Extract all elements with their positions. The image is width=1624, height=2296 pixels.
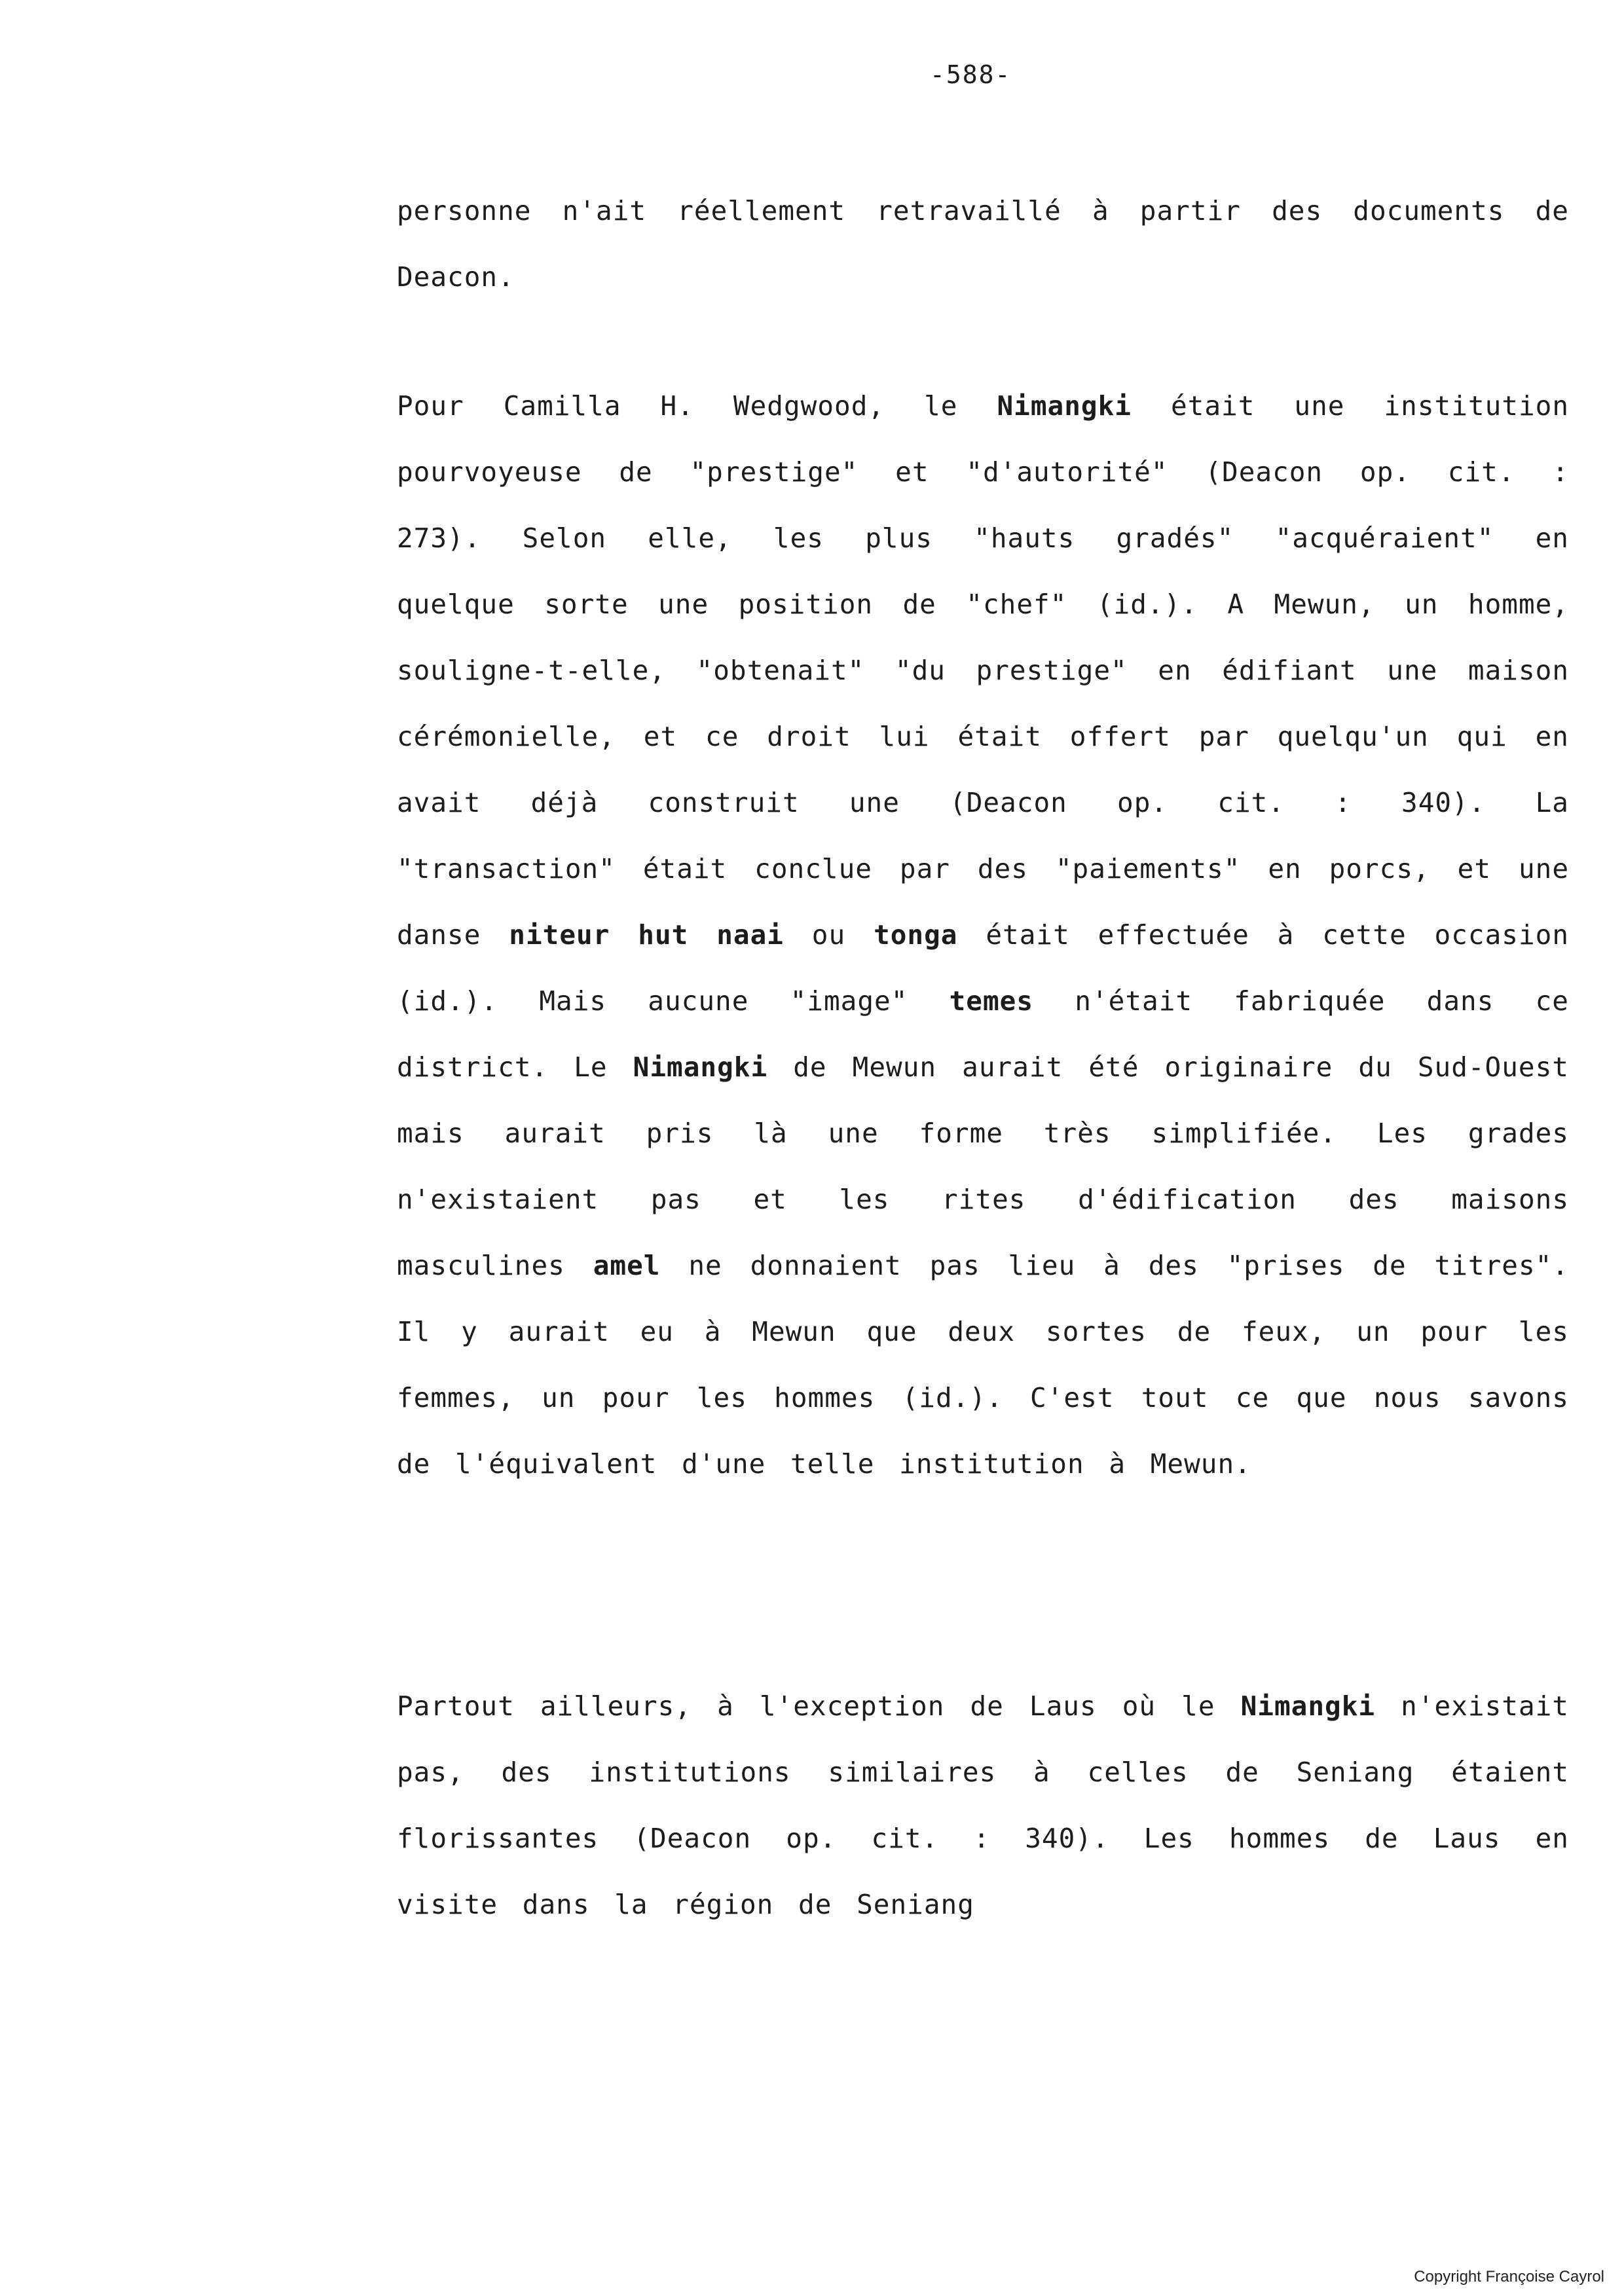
text-run: ou (783, 919, 874, 951)
bold-term: Nimangki (633, 1051, 768, 1083)
bold-term: Nimangki (997, 390, 1132, 422)
text-run: de Mewun aurait été originaire du Sud-Ouest mais aurait pris là une forme très simplifiée. Les grades n'existaient pas et les rites d'édification des maisons masculines (397, 1051, 1569, 1281)
text-run: Pour Camilla H. Wedgwood, le (397, 390, 997, 422)
text-run: n'existait pas, des institutions similaires à celles de Seniang étaient florissantes (Deacon op. cit. : 340). Les hommes de Laus en visite dans la région de Seniang (397, 1690, 1569, 1920)
text-run: était une institution pourvoyeuse de "prestige" et "d'autorité" (Deacon op. cit. : 273). Selon elle, les plus "hauts gradés" "acquéraient" en quelque sorte une position de "chef" (id.). A Mewun, un homme, souligne-t-elle, "obtenait" "du prestige" en édifiant une maison cérémonielle, et ce droit lui était offert par quelqu'un qui en avait déjà construit une (Deacon op. cit. : 340). La "transaction" était conclue par des "paiements" en porcs, et une danse (397, 390, 1569, 951)
text-run: ne donnaient pas lieu à des "prises de titres". Il y aurait eu à Mewun que deux sortes de feux, un pour les femmes, un pour les hommes (id.). C'est tout ce que nous savons de l'équivalent d'une telle institution à Mewun. (397, 1250, 1569, 1480)
text-run: n'était fabriquée dans ce district. Le (397, 985, 1569, 1083)
copyright-notice: Copyright Françoise Cayrol (1414, 2268, 1604, 2286)
bold-term: tonga (874, 919, 958, 951)
bold-term: niteur hut naai (509, 919, 784, 951)
text-run: était effectuée à cette occasion (id.). Mais aucune "image" (397, 919, 1569, 1017)
bold-term: Nimangki (1240, 1690, 1376, 1722)
paragraph-2 (397, 373, 1569, 1497)
paragraph-3 (397, 1673, 1569, 1938)
bold-term: amel (593, 1250, 661, 1281)
text-run: personne n'ait réellement retravaillé à partir des documents de Deacon. (397, 195, 1569, 293)
bold-term: temes (949, 985, 1034, 1017)
text-run: Partout ailleurs, à l'exception de Laus où le (397, 1690, 1241, 1722)
paragraph-1 (397, 178, 1569, 310)
page-number: -588- (930, 60, 1012, 89)
